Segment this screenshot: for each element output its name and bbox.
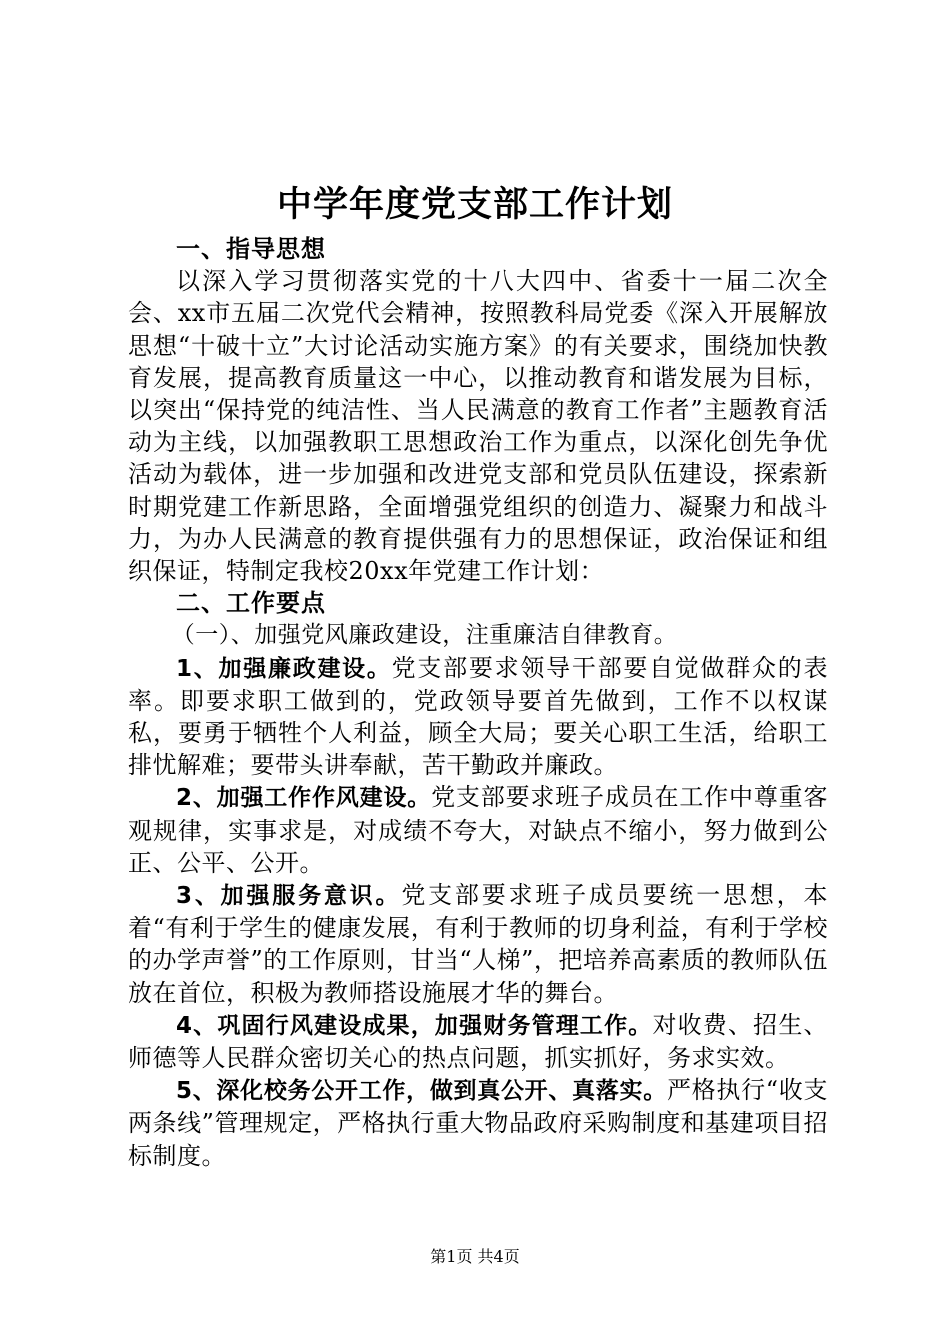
document-title: 中学年度党支部工作计划 (276, 185, 673, 225)
guiding-ideology-paragraph: 以深入学习贯彻落实党的十八大四中、省委十一届二次全会、xx市五届二次党代会精神，按照教科局党委《深入开展解放思想“十破十立”大讨论活动实施方案》的有关要求，围绕加快教育发展，提高教育质量这一中心，以推动教育和谐发展为目标，以突出“保持党的纯洁性、当人民满意的教育工作者”主题教育活动为主线，以加强教职工思想政治工作为重点，以深化创先争优活动为载体，进一步加强和改进党支部和党员队伍建设，探索新时期党建工作新思路，全面增强党组织的创造力、凝聚力和战斗力，为办人民满意的教育提供强有力的思想保证，政治保证和组织保证，特制定我校20xx年党建工作计划： (128, 267, 828, 586)
work-item-lead: 5、深化校务公开工作，做到真公开、真落实。 (176, 1078, 667, 1105)
section-heading-work-points: 二、工作要点 (176, 589, 326, 618)
work-item-text: 党支部要求班子成员在工作中尊重客观规律，实事求是，对成绩不夸大，对缺点不缩小，努力做到公正、公平、公开。 (128, 783, 828, 877)
section-heading-guiding-ideology: 一、指导思想 (176, 235, 326, 263)
work-item-text: 对收费、招生、师德等人民群众密切关心的热点问题，抓实抓好，务求实效。 (128, 1010, 828, 1073)
work-item-text: 严格执行“收支两条线”管理规定，严格执行重大物品政府采购制度和基建项目招标制度。 (128, 1076, 828, 1170)
work-item-lead: 1、加强廉政建设。 (176, 655, 392, 682)
work-item-5 (128, 1074, 828, 1172)
document-body (128, 233, 828, 1172)
work-item-4 (128, 1009, 828, 1074)
work-item-lead: 4、巩固行风建设成果，加强财务管理工作。 (176, 1012, 653, 1039)
work-item-text: 党支部要求领导干部要自觉做群众的表率。即要求职工做到的，党政领导要首先做到，工作不以权谋私，要勇于牺牲个人利益，顾全大局；要关心职工生活，给职工排忧解难；要带头讲奉献，苦干勤政并廉政。 (128, 653, 829, 780)
work-item-2 (128, 781, 828, 879)
page-number-footer: 第1页 共4页 (430, 1247, 520, 1266)
work-item-text: 党支部要求班子成员要统一思想，本着“有利于学生的健康发展，有利于教师的切身利益，有利于学校的办学声誉”的工作原则，甘当“人梯”，把培养高素质的教师队伍放在首位，积极为教师搭设施展才华的舞台。 (128, 881, 828, 1007)
work-item-1 (128, 652, 828, 782)
work-item-lead: 3、加强服务意识。 (176, 883, 402, 910)
work-item-lead: 2、加强工作作风建设。 (176, 785, 432, 812)
subsection-heading-integrity: （一）、加强党风廉政建设，注重廉洁自律教育。 (171, 622, 678, 649)
work-item-3 (128, 879, 828, 1009)
